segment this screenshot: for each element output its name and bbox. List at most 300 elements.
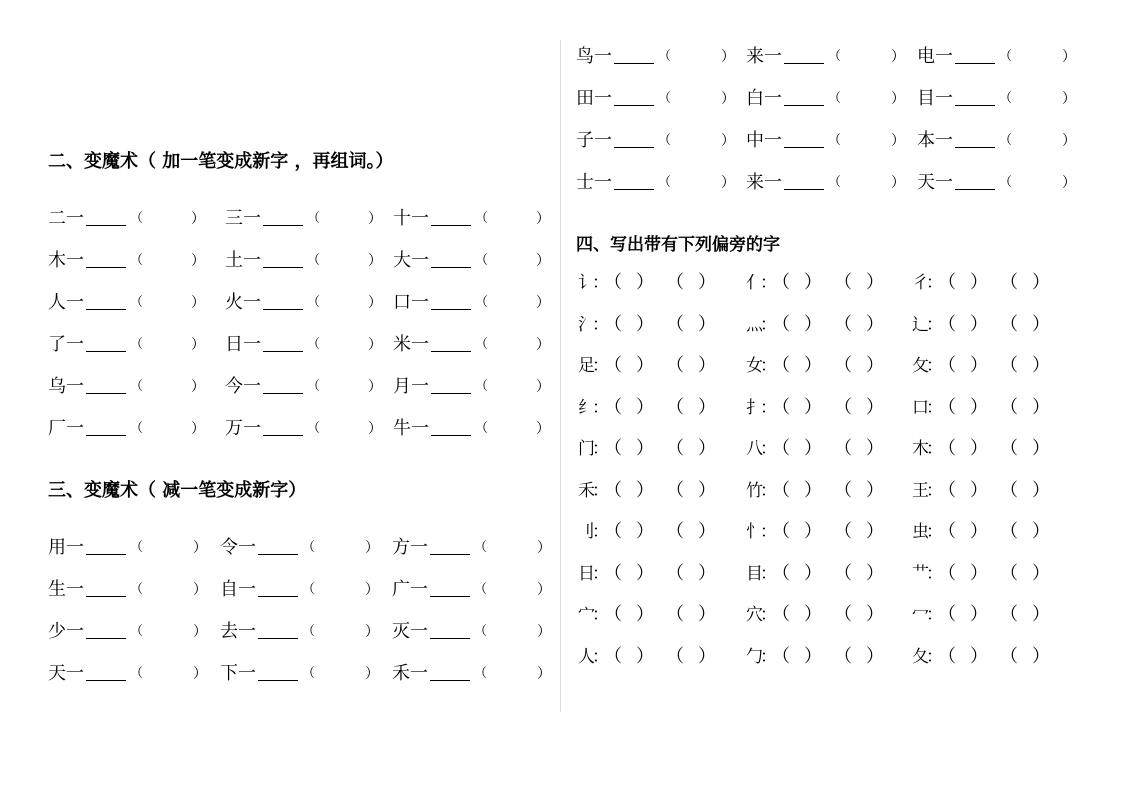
prompt-text: 来一 [746,172,782,193]
answer-blank[interactable] [431,417,471,436]
prompt-char [393,249,429,273]
radical-text: 灬 [746,314,763,335]
open-paren: （ [130,582,144,597]
close-paren: ） [698,438,716,459]
close-paren: ） [1032,396,1050,418]
open-paren: （ [938,604,956,625]
prompt-text: 十一 [393,208,429,229]
open-paren: （ [302,624,316,639]
close-paren: ） [866,438,884,459]
radical-text: 夂 [912,646,929,667]
open-paren: （ [130,421,144,436]
close-paren: ） [193,624,207,640]
close-paren: ） [866,604,884,625]
open-paren: （ [666,479,684,501]
open-paren: （ [666,604,684,625]
open-paren: （ [772,521,790,542]
radical-row [0,313,1122,337]
prompt-char [48,207,84,231]
open-paren: （ [772,645,790,667]
close-paren: ） [970,313,988,335]
close-paren: ） [698,521,716,542]
colon: ： [592,563,609,584]
close-paren: ） [1062,133,1076,149]
prompt-text: 白一 [746,88,782,109]
radical-text: 亻 [746,273,763,293]
colon: ： [592,397,609,418]
close-paren: ） [721,49,735,65]
prompt-text: 去一 [220,621,256,642]
close-paren: ） [191,295,205,311]
close-paren: ） [866,272,884,293]
open-paren: （ [938,272,956,293]
prompt-text: 乌一 [48,376,84,397]
prompt-text: 士一 [576,172,612,193]
colon: ： [592,439,609,459]
prompt-char [746,129,782,153]
radical-text: 彳 [912,273,929,293]
answer-blank[interactable] [263,249,303,268]
open-paren: （ [772,313,790,335]
open-paren: （ [1000,521,1018,542]
open-paren: （ [130,379,144,394]
close-paren: ） [368,337,382,353]
open-paren: （ [130,540,144,555]
radical-text: 纟 [578,397,595,418]
close-paren: ） [1032,479,1050,501]
radical-text: 扌 [746,397,763,418]
answer-blank[interactable] [263,207,303,226]
close-paren: ） [1032,438,1050,459]
section4-heading: 四、写出带有下列偏旁的字 [576,235,780,255]
open-paren: （ [834,521,852,542]
open-paren: （ [604,479,622,501]
prompt-char [917,45,953,69]
answer-blank[interactable] [784,87,824,106]
close-paren: ） [698,396,716,418]
answer-blank[interactable] [955,45,995,64]
colon: ： [760,522,777,542]
close-paren: ） [804,479,822,501]
close-paren: ） [636,604,654,625]
close-paren: ） [636,479,654,501]
colon: ： [592,480,609,501]
open-paren: （ [604,272,622,293]
radical-text: 竹 [746,480,763,501]
prompt-text: 口一 [393,292,429,313]
open-paren: （ [475,253,489,268]
close-paren: ） [537,540,551,556]
answer-blank[interactable] [614,45,654,64]
radical-text: 讠 [578,273,595,293]
radical-text: 八 [746,439,763,459]
close-paren: ） [804,396,822,418]
colon: ： [592,646,609,667]
close-paren: ） [804,562,822,584]
prompt-char [746,171,782,195]
prompt-text: 田一 [576,88,612,109]
close-paren: ） [891,133,905,149]
open-paren: （ [666,355,684,376]
open-paren: （ [1000,355,1018,376]
open-paren: （ [130,253,144,268]
open-paren: （ [834,313,852,335]
close-paren: ） [698,604,716,625]
close-paren: ） [536,295,550,311]
close-paren: ） [970,562,988,584]
open-paren: （ [307,421,321,436]
open-paren: （ [772,272,790,293]
close-paren: ） [1032,645,1050,667]
colon: ： [926,273,943,293]
prompt-text: 米一 [393,334,429,355]
radical-row [0,396,1122,420]
prompt-char [225,249,261,273]
colon: ： [926,563,943,584]
open-paren: （ [772,355,790,376]
open-paren: （ [938,479,956,501]
open-paren: （ [938,521,956,542]
close-paren: ） [191,421,205,437]
close-paren: ） [804,313,822,335]
prompt-char [746,87,782,111]
open-paren: （ [999,175,1013,190]
close-paren: ） [804,521,822,542]
close-paren: ） [698,355,716,376]
answer-blank[interactable] [86,249,126,268]
open-paren: （ [658,133,672,148]
open-paren: （ [475,295,489,310]
prompt-text: 少一 [48,621,84,642]
close-paren: ） [804,438,822,459]
answer-blank[interactable] [784,129,824,148]
open-paren: （ [828,91,842,106]
exercise-row [0,87,1122,111]
open-paren: （ [938,645,956,667]
open-paren: （ [938,313,956,335]
colon: ： [926,314,943,335]
radical-text: 忄 [746,522,763,542]
close-paren: ） [698,562,716,584]
radical-row [0,603,1122,627]
close-paren: ） [1032,521,1050,542]
open-paren: （ [834,645,852,667]
colon: ： [760,356,777,376]
answer-blank[interactable] [263,417,303,436]
open-paren: （ [604,604,622,625]
radical-text: 足 [578,356,595,376]
open-paren: （ [1000,272,1018,293]
colon: ： [760,439,777,459]
radical-text: 宀 [578,605,595,625]
close-paren: ） [536,379,550,395]
close-paren: ） [636,313,654,335]
radical-row [0,645,1122,669]
open-paren: （ [307,253,321,268]
open-paren: （ [1000,313,1018,335]
radical-text: 攵 [912,356,929,376]
open-paren: （ [772,562,790,584]
radical-text: 穴 [746,605,763,625]
colon: ： [592,356,609,376]
open-paren: （ [834,479,852,501]
open-paren: （ [772,479,790,501]
close-paren: ） [365,624,379,640]
prompt-text: 大一 [393,250,429,271]
close-paren: ） [636,521,654,542]
close-paren: ） [970,604,988,625]
prompt-text: 万一 [225,418,261,439]
colon: ： [926,397,943,418]
radical-text: 王 [912,480,929,501]
close-paren: ） [804,272,822,293]
radical-text: 日 [578,563,595,584]
close-paren: ） [536,337,550,353]
prompt-text: 月一 [393,376,429,397]
close-paren: ） [721,175,735,191]
open-paren: （ [772,396,790,418]
close-paren: ） [368,295,382,311]
open-paren: （ [666,521,684,542]
exercise-row [0,207,1122,231]
colon: ： [760,273,777,293]
colon: ： [926,605,943,625]
close-paren: ） [1032,562,1050,584]
close-paren: ） [970,355,988,376]
prompt-text: 自一 [220,579,256,600]
open-paren: （ [307,295,321,310]
close-paren: ） [866,396,884,418]
close-paren: ） [970,396,988,418]
open-paren: （ [828,175,842,190]
close-paren: ） [193,582,207,598]
open-paren: （ [475,211,489,226]
prompt-text: 中一 [746,130,782,151]
radical-text: 禾 [578,480,595,501]
open-paren: （ [474,582,488,597]
radical-text: 虫 [912,522,929,542]
open-paren: （ [658,175,672,190]
open-paren: （ [604,313,622,335]
open-paren: （ [658,49,672,64]
close-paren: ） [536,421,550,437]
close-paren: ） [804,645,822,667]
close-paren: ） [721,133,735,149]
close-paren: ） [891,175,905,191]
answer-blank[interactable] [86,207,126,226]
close-paren: ） [891,91,905,107]
close-paren: ） [636,645,654,667]
radical-text: 木 [912,439,929,459]
open-paren: （ [834,355,852,376]
colon: ： [760,605,777,625]
exercise-row [0,249,1122,273]
close-paren: ） [537,582,551,598]
close-paren: ） [721,91,735,107]
close-paren: ） [636,396,654,418]
prompt-text: 天一 [917,172,953,193]
open-paren: （ [604,645,622,667]
open-paren: （ [938,562,956,584]
prompt-text: 二一 [48,208,84,229]
close-paren: ） [193,540,207,556]
close-paren: ） [1032,604,1050,625]
open-paren: （ [307,337,321,352]
answer-blank[interactable] [784,171,824,190]
colon: ： [760,314,777,335]
radical-row [0,520,1122,544]
open-paren: （ [475,337,489,352]
prompt-char [48,249,84,273]
answer-blank[interactable] [784,45,824,64]
open-paren: （ [938,438,956,459]
open-paren: （ [666,438,684,459]
radical-row [0,562,1122,586]
radical-row [0,271,1122,295]
close-paren: ） [636,438,654,459]
prompt-text: 牛一 [393,418,429,439]
prompt-text: 了一 [48,334,84,355]
prompt-text: 三一 [225,208,261,229]
close-paren: ） [1062,49,1076,65]
prompt-text: 今一 [225,376,261,397]
open-paren: （ [999,49,1013,64]
answer-blank[interactable] [614,171,654,190]
prompt-text: 目一 [917,88,953,109]
open-paren: （ [834,562,852,584]
colon: ： [592,314,609,335]
prompt-text: 日一 [225,334,261,355]
prompt-char [917,87,953,111]
prompt-char [576,129,612,153]
open-paren: （ [302,582,316,597]
prompt-text: 火一 [225,292,261,313]
answer-blank[interactable] [955,87,995,106]
exercise-row [0,171,1122,195]
close-paren: ） [537,666,551,682]
prompt-text: 天一 [48,663,84,684]
open-paren: （ [130,666,144,681]
exercise-row [0,129,1122,153]
close-paren: ） [1062,175,1076,191]
section3-heading: 三、变魔术（ 减一笔变成新字） [48,480,307,501]
close-paren: ） [368,379,382,395]
radical-text: 氵 [578,314,595,335]
answer-blank[interactable] [955,171,995,190]
colon: ： [926,356,943,376]
open-paren: （ [666,645,684,667]
prompt-text: 用一 [48,537,84,558]
open-paren: （ [834,272,852,293]
open-paren: （ [999,91,1013,106]
radical-text: 冖 [912,605,929,625]
close-paren: ） [698,645,716,667]
open-paren: （ [828,133,842,148]
open-paren: （ [130,211,144,226]
radical-text: 女 [746,356,763,376]
close-paren: ） [193,666,207,682]
prompt-text: 厂一 [48,418,84,439]
prompt-char [576,45,612,69]
close-paren: ） [191,337,205,353]
open-paren: （ [130,337,144,352]
open-paren: （ [1000,438,1018,459]
open-paren: （ [772,438,790,459]
close-paren: ） [368,211,382,227]
close-paren: ） [970,645,988,667]
section2-heading: 二、变魔术（ 加一笔变成新字 ，再组词。） [48,151,394,172]
open-paren: （ [302,666,316,681]
colon: ： [760,397,777,418]
open-paren: （ [999,133,1013,148]
prompt-char [225,207,261,231]
open-paren: （ [666,396,684,418]
prompt-text: 广一 [392,579,428,600]
open-paren: （ [307,211,321,226]
close-paren: ） [1032,355,1050,376]
prompt-char [393,207,429,231]
radical-row [0,437,1122,461]
answer-blank[interactable] [431,249,471,268]
close-paren: ） [537,624,551,640]
answer-blank[interactable] [431,207,471,226]
open-paren: （ [130,624,144,639]
prompt-text: 令一 [220,537,256,558]
answer-blank[interactable] [614,87,654,106]
open-paren: （ [666,272,684,293]
open-paren: （ [666,562,684,584]
prompt-text: 本一 [917,130,953,151]
colon: ： [926,480,943,501]
close-paren: ） [804,355,822,376]
radical-text: 口 [912,397,929,418]
prompt-text: 灭一 [392,621,428,642]
close-paren: ） [891,49,905,65]
answer-blank[interactable] [955,129,995,148]
close-paren: ） [866,521,884,542]
close-paren: ） [970,272,988,293]
close-paren: ） [368,421,382,437]
open-paren: （ [307,379,321,394]
open-paren: （ [604,521,622,542]
close-paren: ） [191,211,205,227]
radical-text: 刂 [578,522,595,542]
prompt-char [917,171,953,195]
open-paren: （ [834,438,852,459]
close-paren: ） [365,582,379,598]
open-paren: （ [474,666,488,681]
colon: ： [592,605,609,625]
answer-blank[interactable] [614,129,654,148]
close-paren: ） [866,313,884,335]
close-paren: ） [970,521,988,542]
close-paren: ） [1062,91,1076,107]
colon: ： [760,563,777,584]
colon: ： [926,522,943,542]
open-paren: （ [772,604,790,625]
close-paren: ） [970,438,988,459]
prompt-text: 鸟一 [576,46,612,67]
radical-text: 艹 [912,563,929,584]
colon: ： [760,480,777,501]
open-paren: （ [938,396,956,418]
radical-row [0,479,1122,503]
open-paren: （ [666,313,684,335]
answer-blank[interactable] [86,417,126,436]
close-paren: ） [866,479,884,501]
open-paren: （ [302,540,316,555]
open-paren: （ [130,295,144,310]
